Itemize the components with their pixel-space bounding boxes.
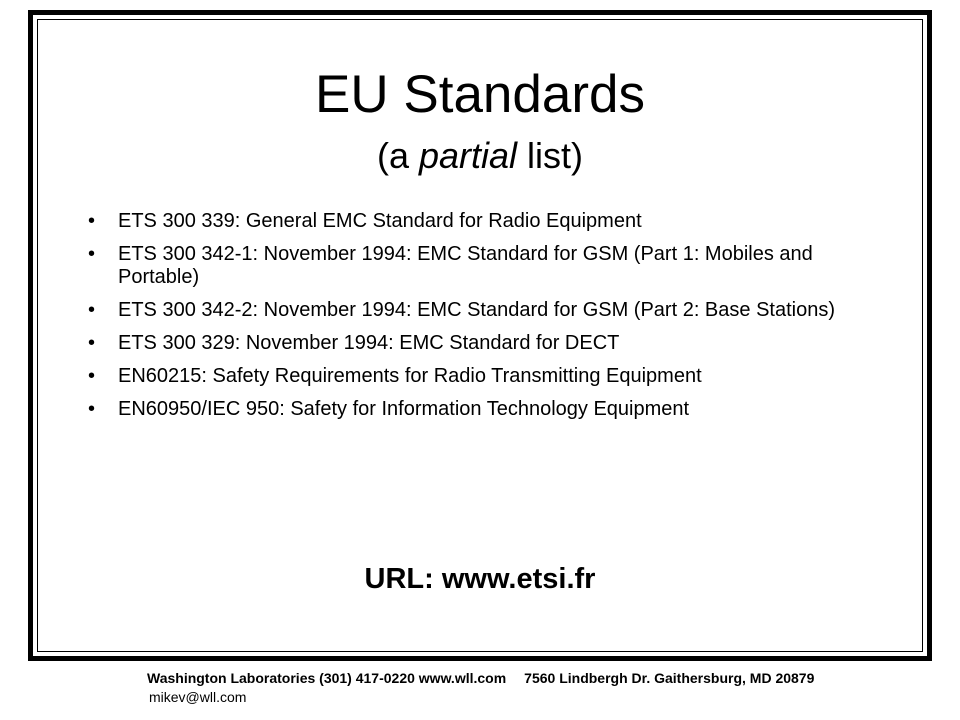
bullet-dot-icon: • [88, 243, 96, 265]
footer-address: 7560 Lindbergh Dr. Gaithersburg, MD 20879 [524, 670, 815, 686]
subtitle-emphasis: partial [418, 135, 518, 176]
bullet-dot-icon: • [88, 365, 96, 387]
bullet-dot-icon: • [88, 332, 96, 354]
footer-email[interactable]: mikev@wll.com [149, 689, 247, 705]
standards-list-item [88, 365, 888, 388]
bullet-dot-icon: • [88, 210, 96, 232]
footer-company-contact: Washington Laboratories (301) 417-0220 www.wll.com [147, 670, 507, 686]
etsi-url-link[interactable]: URL: www.etsi.fr [364, 563, 596, 595]
slide-title: EU Standards [315, 65, 645, 124]
subtitle-prefix: (a [376, 135, 419, 176]
standards-list-item [88, 243, 888, 289]
standards-list-item [88, 332, 888, 355]
bullet-dot-icon: • [88, 299, 96, 321]
standard-text: ETS 300 342-1: November 1994: EMC Standard for GSM (Part 1: Mobiles and Portable) [118, 243, 813, 288]
standards-list-item [88, 299, 888, 322]
footer-contact-line [147, 669, 814, 687]
bullet-dot-icon: • [88, 398, 96, 420]
slide-subtitle [0, 135, 960, 176]
subtitle-suffix: list) [517, 135, 584, 176]
standard-text: EN60950/IEC 950: Safety for Information Technology Equipment [118, 398, 690, 420]
standards-list [88, 210, 888, 431]
standard-text: ETS 300 339: General EMC Standard for Radio Equipment [118, 210, 642, 232]
standards-list-item [88, 210, 888, 233]
standard-text: ETS 300 329: November 1994: EMC Standard for DECT [118, 332, 620, 354]
standard-text: EN60215: Safety Requirements for Radio Transmitting Equipment [118, 365, 702, 387]
standard-text: ETS 300 342-2: November 1994: EMC Standard for GSM (Part 2: Base Stations) [118, 299, 836, 321]
standards-list-item [88, 398, 888, 421]
